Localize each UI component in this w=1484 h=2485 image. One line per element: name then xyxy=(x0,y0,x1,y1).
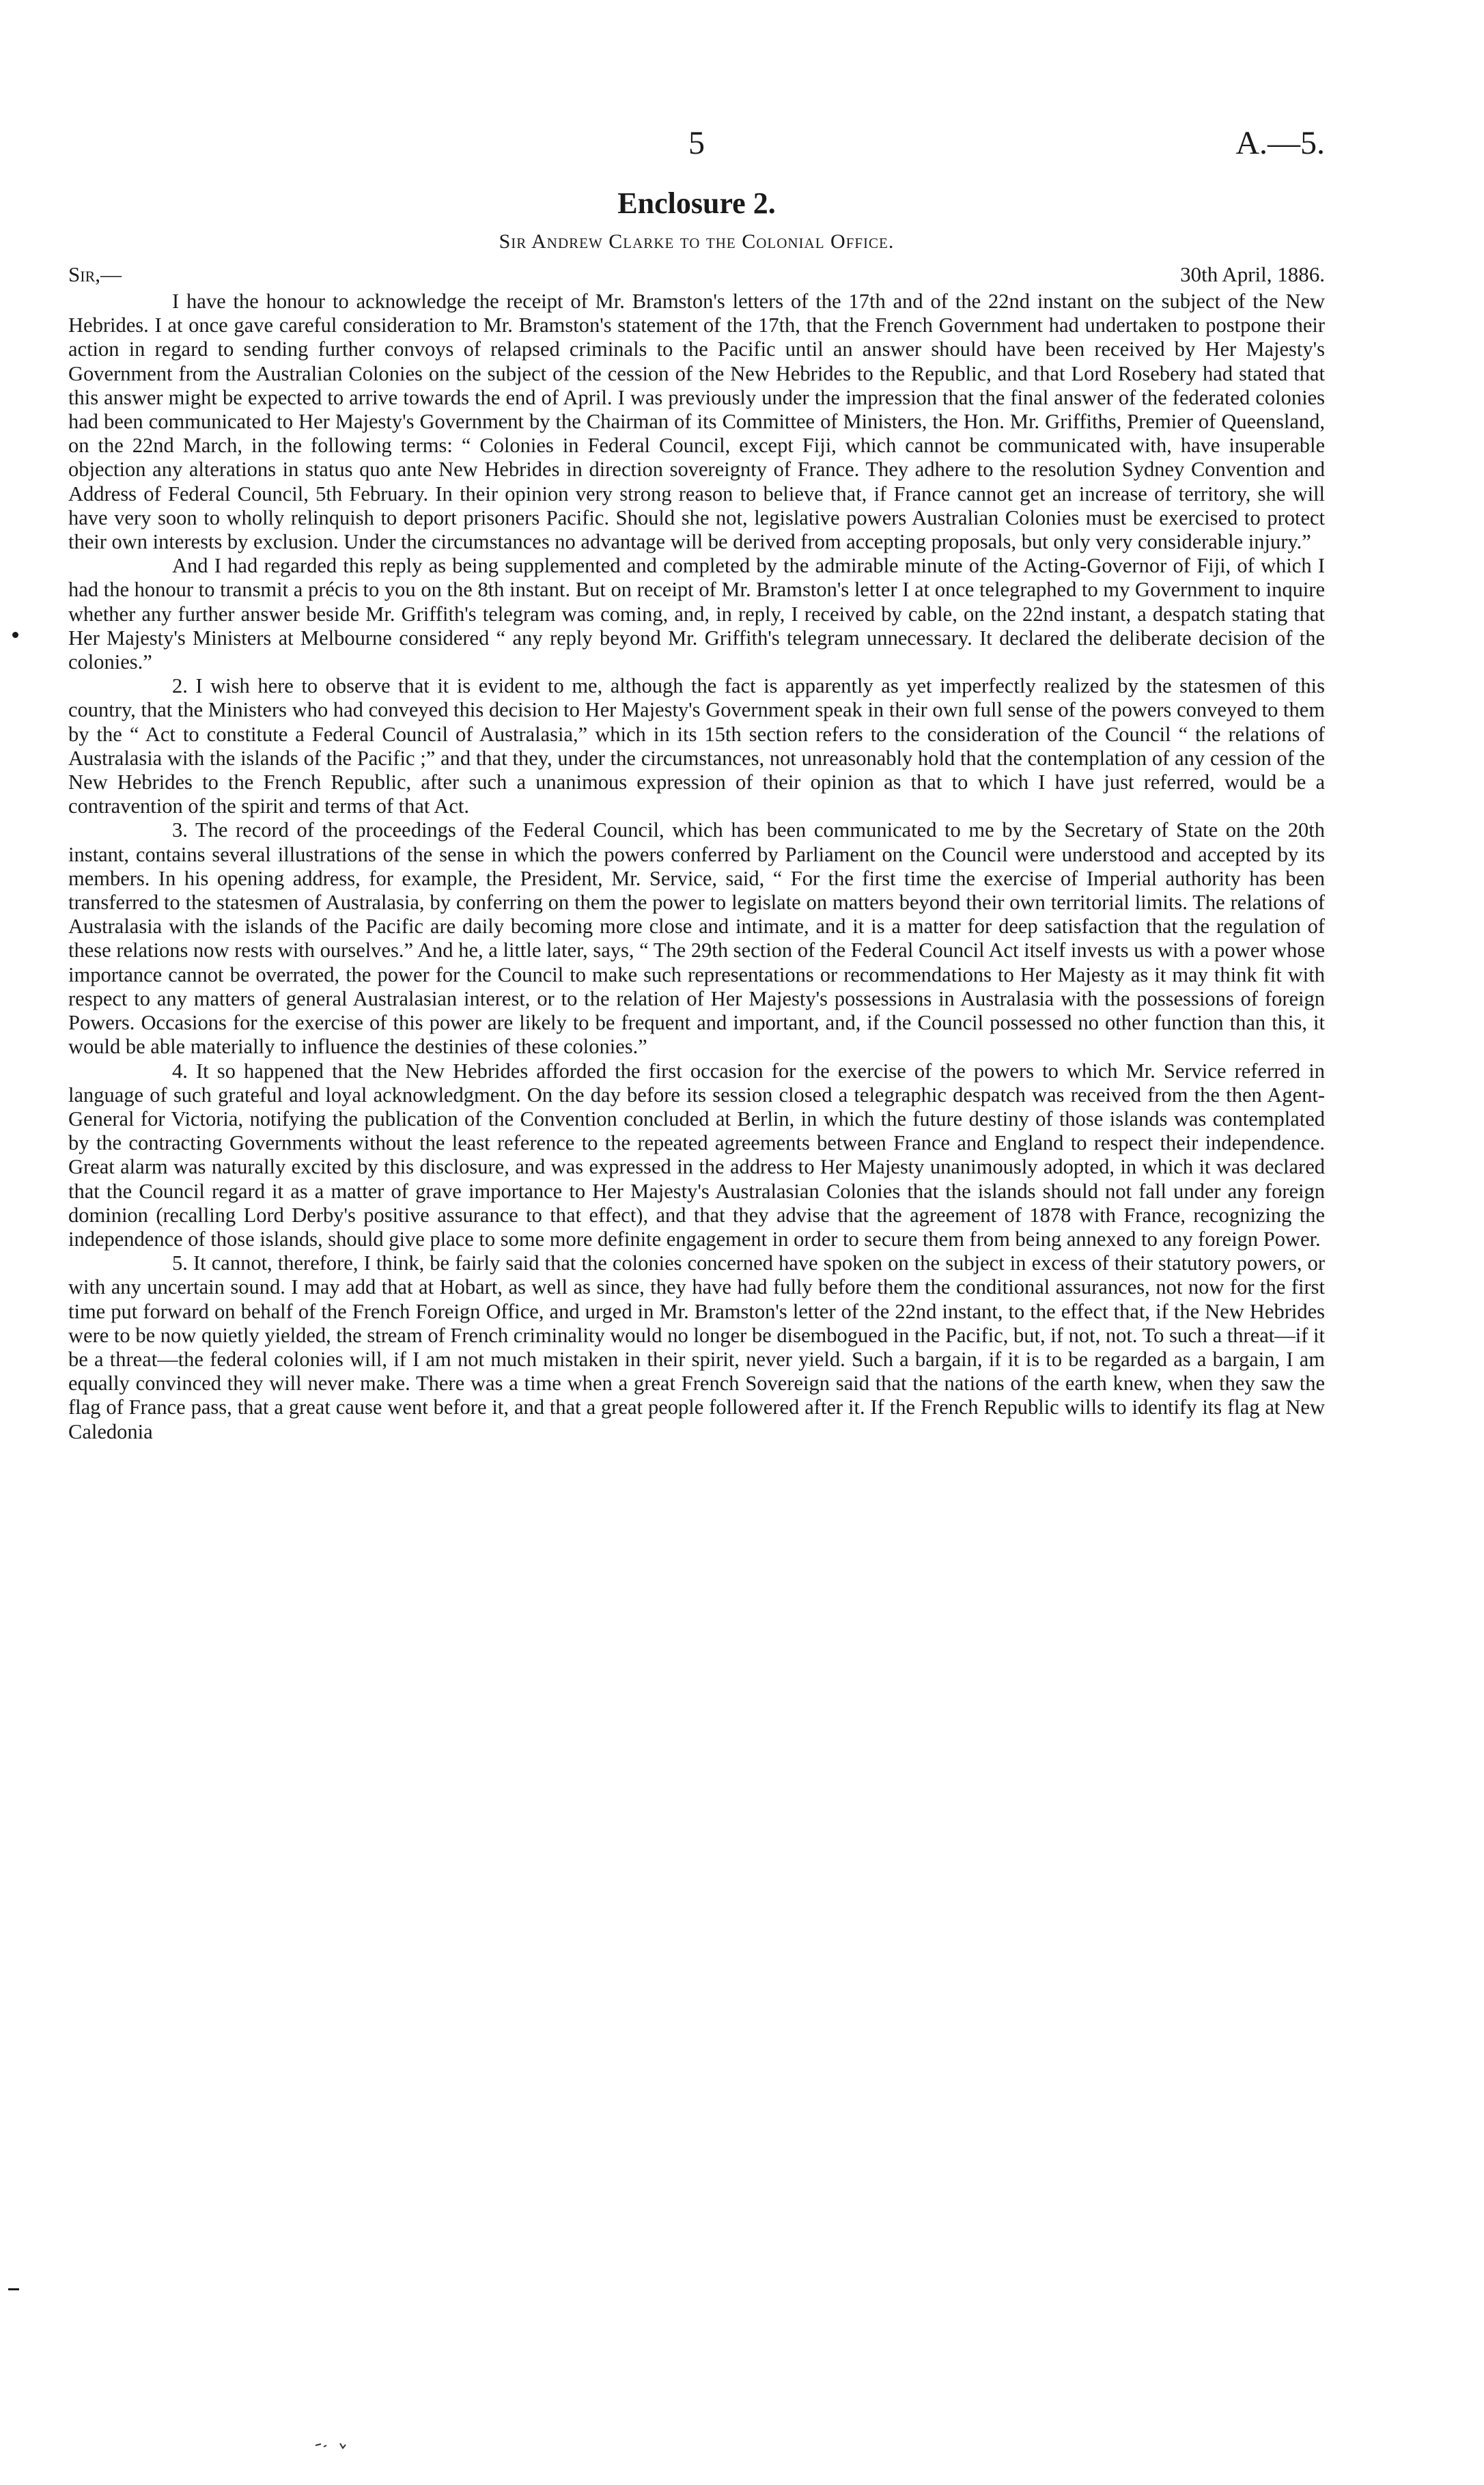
paragraph-2: 2. I wish here to observe that it is evident to me, although the fact is apparently as yet imperfectly realized by the statesmen of this country, that the Ministers who had conveyed this decision to Her Majesty's Government speak in their own full sense of the powers conveyed to them by the “ Act to constitute a Federal Council of Australasia,” which in its 15th section refers to the consideration of the Council “ the relations of Australasia with the islands of the Pacific ;” and that they, under the circumstances, not unreasonably hold that the contemplation of any cession of the New Hebrides to the French Republic, after such a unanimous expression of their opinion as that to which I have just referred, would be a contravention of the spirit and terms of that Act. xyxy=(68,674,1325,818)
enclosure-title: Enclosure 2. xyxy=(617,186,776,220)
salutation: Sir,— xyxy=(68,262,122,286)
letter-date: 30th April, 1886. xyxy=(1180,262,1325,286)
margin-dot-mark xyxy=(12,632,18,638)
paragraph-3: 3. The record of the proceedings of the Federal Council, which has been communicated to me by the Secretary of State on the 20th instant, contains several illustrations of the sense in which the powers conferred by Parliament on the Council were understood and accepted by its members. In his opening address, for example, the President, Mr. Service, said, “ For the first time the exercise of Imperial authority has been transferred to the statesmen of Australasia, by conferring on them the power to legislate on matters beyond their own territorial limits. The relations of Australasia with the islands of the Pacific are daily becoming more close and intimate, and it is a matter for deep satisfaction that the regulation of these relations now rests with ourselves.” And he, a little later, says, “ The 29th section of the Federal Council Act itself invests us with a power whose importance cannot be overrated, the power for the Council to make such representations or recommendations to Her Majesty as it may think fit with respect to any matters of general Australasian interest, or to the relation of Her Majesty's possessions in Australasia with the possessions of foreign Powers. Occasions for the exercise of this power are likely to be frequent and important, and, if the Council possessed no other function than this, it would be able materially to influence the destinies of these colonies.” xyxy=(68,818,1325,1059)
margin-tick-mark xyxy=(8,2288,19,2290)
page-number: 5 xyxy=(688,125,705,161)
salutation-row xyxy=(68,260,1325,290)
paragraph-continuation: And I had regarded this reply as being supplemented and completed by the admirable minute of the Acting-Governor of Fiji, of which I had the honour to transmit a précis to you on the 8th instant. But on receipt of Mr. Bramston's letter I at once telegraphed to my Government to inquire whether any further answer beside Mr. Griffith's telegram was coming, and, in reply, I received by cable, on the 22nd instant, a despatch stating that Her Majesty's Ministers at Melbourne considered “ any reply beyond Mr. Griffith's telegram unnecessary. It declared the deliberate decision of the colonies.” xyxy=(68,554,1325,674)
letter-subheading: Sir Andrew Clarke to the Colonial Office. xyxy=(499,230,895,253)
page-header xyxy=(68,123,1325,184)
paragraph-5: 5. It cannot, therefore, I think, be fairly said that the colonies concerned have spoken on the subject in excess of their statutory powers, or with any uncertain sound. I may add that at Hobart, as well as since, they have had fully before them the conditional assurances, not now for the first time put forward on behalf of the French Foreign Office, and urged in Mr. Bramston's letter of the 22nd instant, to the effect that, if the New Hebrides were to be now quietly yielded, the stream of French criminality would no longer be disembogued in the Pacific, but, if not, not. To such a threat—if it be a threat—the federal colonies will, if I am not much mistaken in their spirit, never yield. Such a bargain, if it is to be regarded as a bargain, I am equally convinced they will never make. There was a time when a great French Sovereign said that the nations of the earth knew, when they saw the flag of France pass, that a great cause went before it, and that a great people followered after it. If the French Republic wills to identify its flag at New Caledonia xyxy=(68,1251,1325,1443)
document-reference: A.—5. xyxy=(1235,125,1325,161)
paragraph-4: 4. It so happened that the New Hebrides afforded the first occasion for the exercise of the powers to which Mr. Service referred in language of such grateful and loyal acknowledgment. On the day before its session closed a telegraphic despatch was received from the then Agent-General for Victoria, notifying the publication of the Convention concluded at Berlin, in which the future destiny of those islands was contemplated by the contracting Governments without the least reference to the repeated agreements between France and England to respect their independence. Great alarm was naturally excited by this disclosure, and was expressed in the address to Her Majesty unanimously adopted, in which it was declared that the Council regard it as a matter of grave importance to Her Majesty's Australasian Colonies that the islands should not fall under any foreign dominion (recalling Lord Derby's positive assurance to that effect), and that they advise that the agreement of 1878 with France, recognizing the independence of those islands, should give place to some more definite engagement in order to secure them from being annexed to any foreign Power. xyxy=(68,1059,1325,1251)
print-speck-mark xyxy=(314,2441,355,2451)
document-page xyxy=(68,123,1325,2418)
paragraph-intro: I have the honour to acknowledge the receipt of Mr. Bramston's letters of the 17th and of the 22nd instant on the subject of the New Hebrides. I at once gave careful consideration to Mr. Bramston's statement of the 17th, that the French Government had undertaken to postpone their action in regard to sending further convoys of relapsed criminals to the Pacific until an answer should have been received by Her Majesty's Government from the Australian Colonies on the subject of the cession of the New Hebrides to the Republic, and that Lord Rosebery had stated that this answer might be expected to arrive towards the end of April. I was previously under the impression that the final answer of the federated colonies had been communicated to Her Majesty's Government by the Chairman of its Committee of Ministers, the Hon. Mr. Griffiths, Premier of Queensland, on the 22nd March, in the following terms: “ Colonies in Federal Council, except Fiji, which cannot be communicated with, have insuperable objection any alterations in status quo ante New Hebrides in direction sovereignty of France. They adhere to the resolution Sydney Convention and Address of Federal Council, 5th February. In their opinion very strong reason to believe that, if France cannot get an increase of territory, she will have very soon to wholly relinquish to deport prisoners Pacific. Should she not, legislative powers Australian Colonies must be exercised to protect their own interests by exclusion. Under the circumstances no advantage will be derived from accepting proposals, but only very considerable injury.” xyxy=(68,290,1325,554)
letter-body xyxy=(68,290,1325,1444)
